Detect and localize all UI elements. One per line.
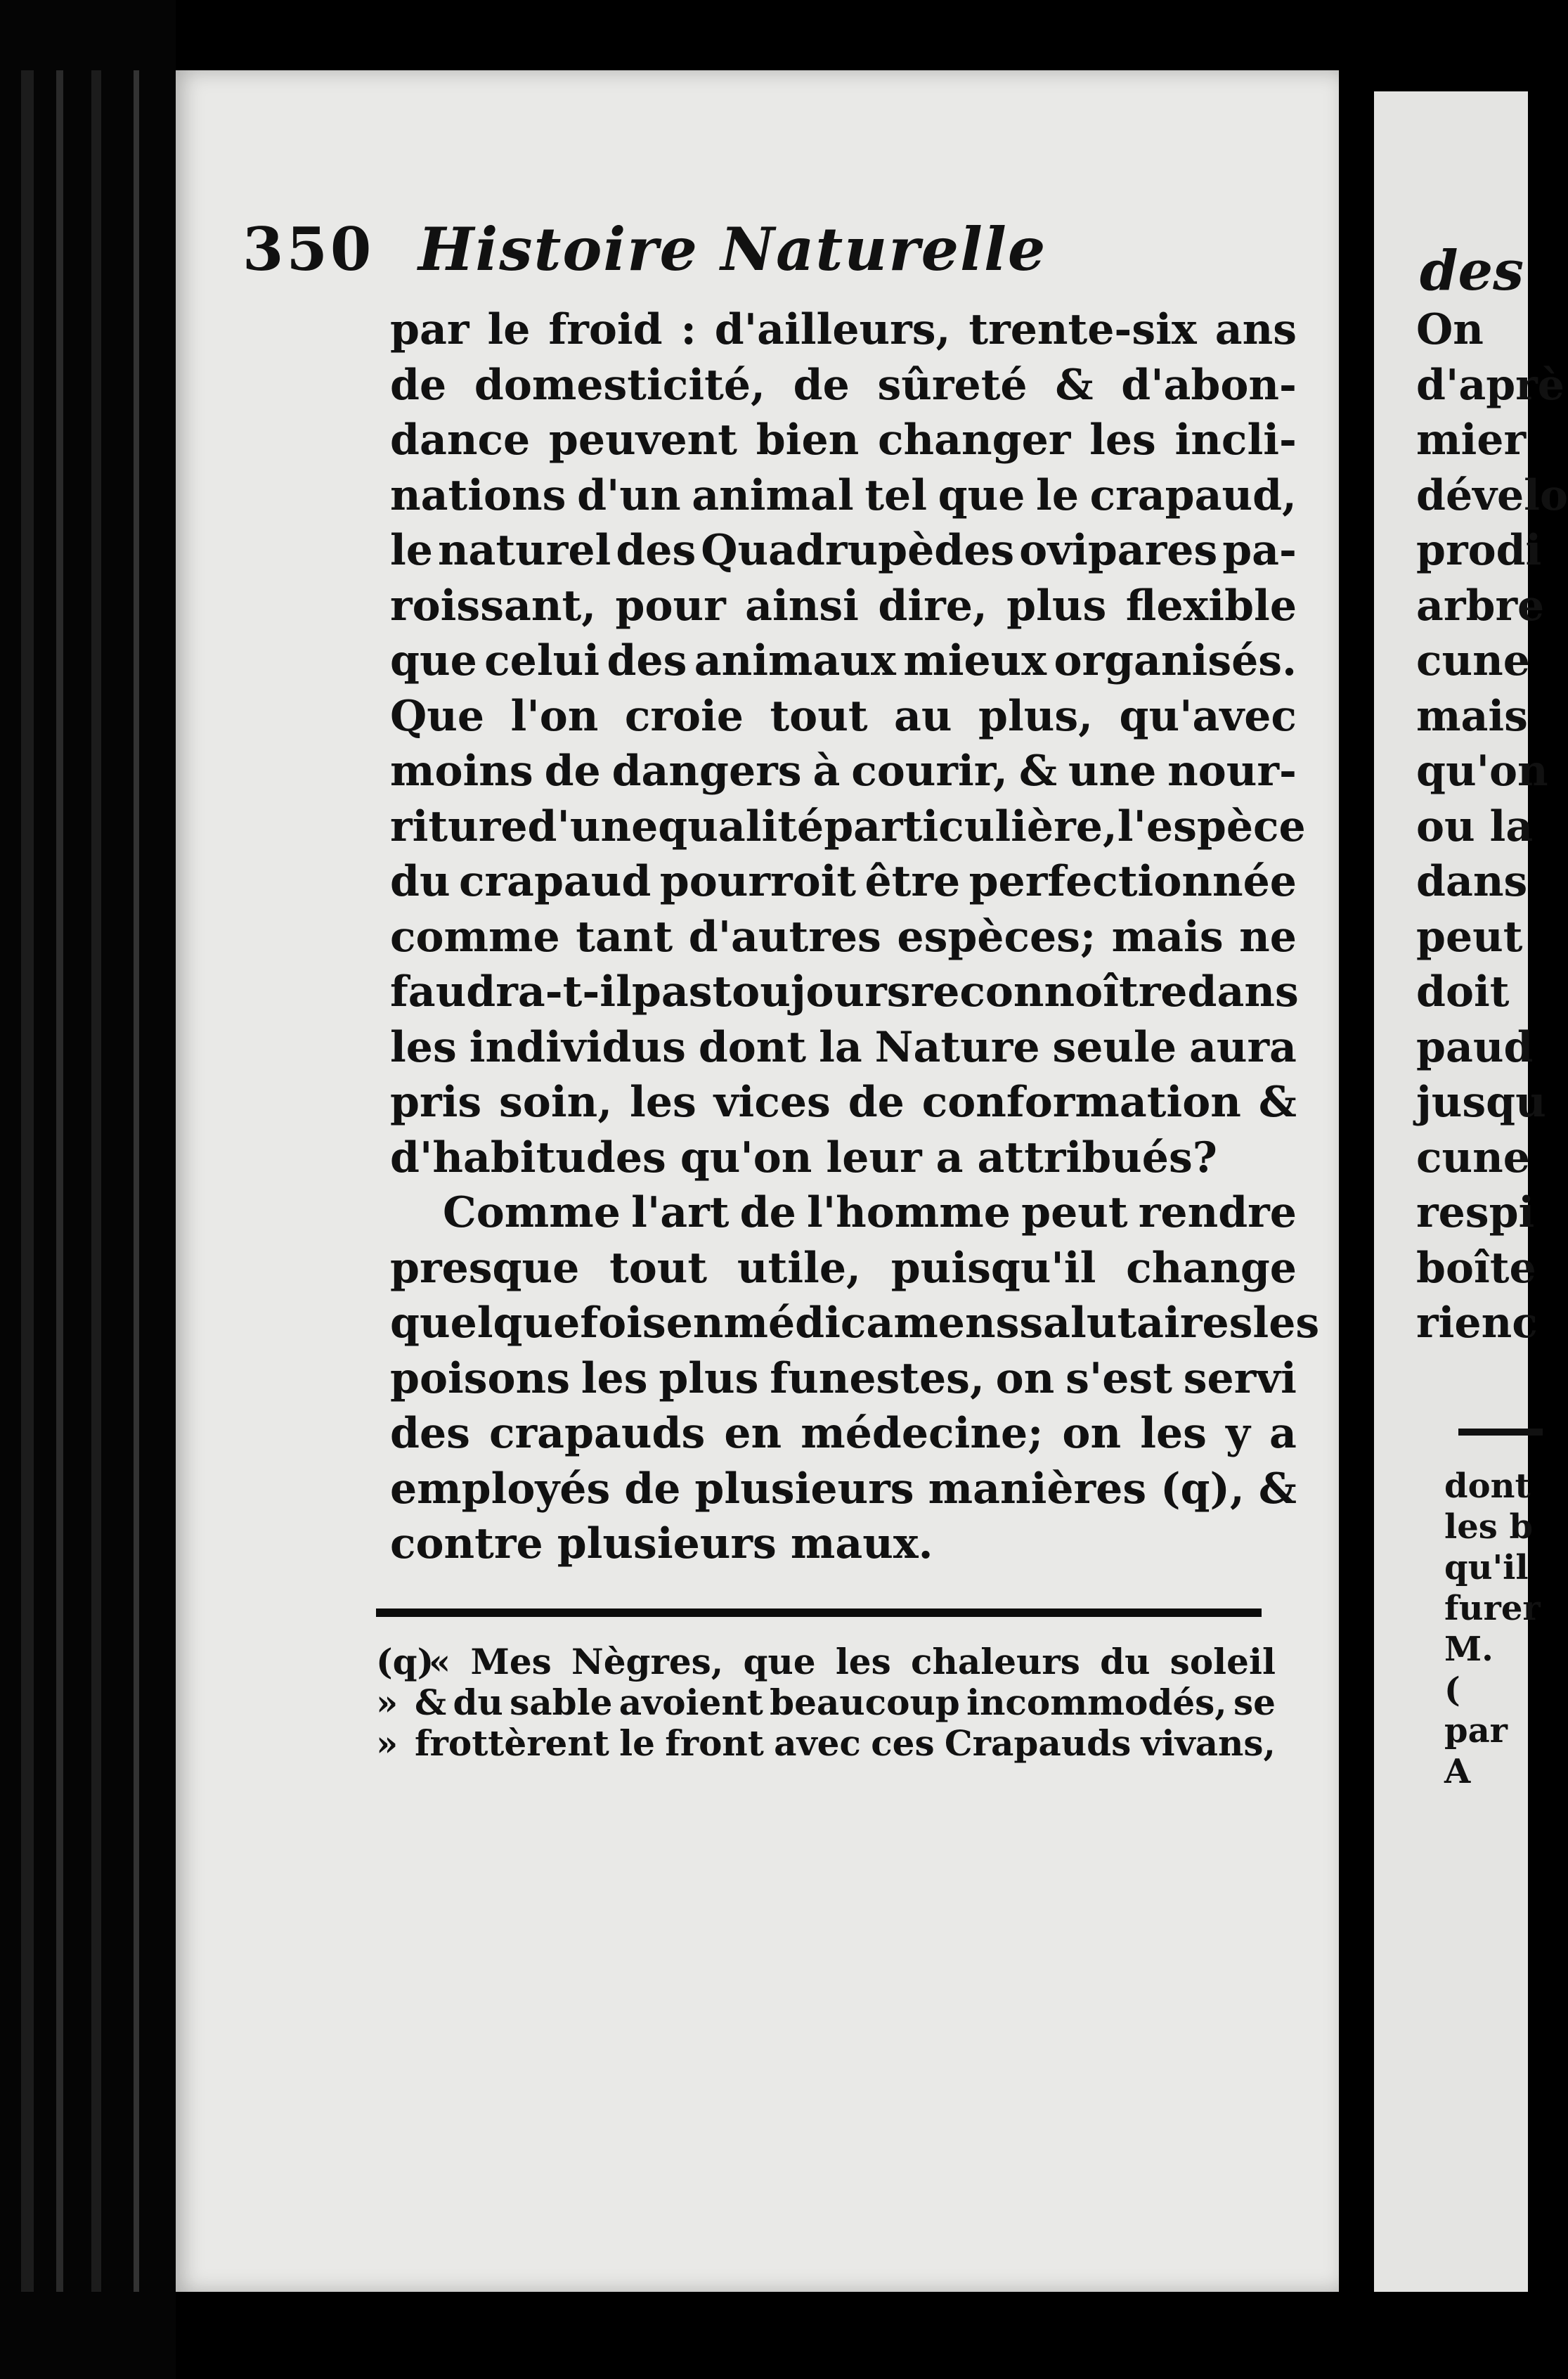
word: pas — [631, 967, 713, 1017]
word: d'ailleurs, — [714, 305, 951, 354]
facing-page-footnote-line: furer — [1444, 1589, 1541, 1628]
page-edge-strip — [21, 70, 34, 2292]
word: de — [739, 1188, 796, 1237]
text-line — [390, 1462, 1297, 1517]
word: se — [1233, 1682, 1276, 1723]
word: une — [1068, 747, 1157, 796]
word: dans — [1187, 967, 1299, 1017]
word: les — [390, 1022, 457, 1072]
facing-page-line: jusqu — [1416, 1078, 1546, 1127]
word: dire, — [878, 581, 987, 631]
word: animaux — [694, 636, 896, 685]
word: croie — [624, 691, 744, 741]
word: comme — [390, 912, 560, 962]
text-line — [390, 854, 1297, 910]
word: de — [624, 1464, 681, 1514]
facing-page-line: mier — [1416, 415, 1527, 465]
word: naturel — [437, 526, 611, 575]
word: Mes — [470, 1641, 552, 1682]
facing-page-footnote-rule — [1458, 1429, 1543, 1436]
word: de — [848, 1078, 905, 1127]
word: incommodés, — [966, 1682, 1227, 1723]
text-line — [390, 1185, 1297, 1241]
word: que — [743, 1641, 816, 1682]
word: attribués? — [977, 1133, 1217, 1182]
word: salutaires — [1019, 1298, 1253, 1348]
word: ces — [871, 1722, 935, 1764]
facing-page-footnote-line: ( — [1444, 1670, 1460, 1710]
text-line — [390, 633, 1297, 689]
word: d'une — [527, 801, 659, 851]
word: puisqu'il — [890, 1243, 1096, 1293]
word: l'homme — [807, 1188, 1011, 1237]
facing-page-line: cune — [1416, 1133, 1530, 1182]
facing-page-line: dans — [1416, 857, 1528, 906]
text-line — [390, 1296, 1320, 1351]
page-header — [242, 211, 1297, 295]
word: faudra-t-il — [390, 967, 632, 1017]
word: crapauds — [489, 1409, 706, 1458]
facing-page-footnote-line: M. — [1444, 1630, 1494, 1669]
word: rendre — [1138, 1188, 1297, 1237]
word: moins — [390, 747, 533, 796]
word: pa- — [1222, 526, 1297, 575]
word: & — [1258, 1078, 1297, 1127]
footnote-marker: » — [376, 1682, 399, 1723]
facing-page-footnote-line: les b — [1444, 1507, 1534, 1547]
facing-page-text — [1416, 302, 1568, 1351]
word: que — [390, 636, 477, 685]
word: a — [1269, 1409, 1297, 1458]
word: particulière, — [824, 801, 1117, 851]
word: & — [1018, 747, 1057, 796]
text-line — [390, 1351, 1297, 1407]
word: chaleurs — [911, 1641, 1080, 1682]
text-line — [390, 1020, 1297, 1076]
word: qualité — [658, 801, 824, 851]
footnote-text — [415, 1682, 1276, 1723]
word: qu'on — [680, 1133, 812, 1182]
facing-page-footnote-line: A — [1444, 1752, 1471, 1791]
text-line — [390, 1516, 1297, 1572]
word: change — [1126, 1243, 1297, 1293]
word: a — [935, 1133, 964, 1182]
word: mais — [1111, 912, 1224, 962]
word: perfectionnée — [968, 857, 1297, 906]
word: on — [995, 1353, 1055, 1403]
word: plus — [659, 1353, 759, 1403]
text-line — [390, 1241, 1297, 1296]
word: ne — [1239, 912, 1297, 962]
word: des — [390, 1409, 470, 1458]
word: l'espèce — [1117, 801, 1306, 851]
word: courir, — [851, 747, 1008, 796]
word: sûreté — [877, 360, 1028, 410]
word: tant — [576, 912, 673, 962]
text-line — [390, 413, 1297, 468]
footnote-text — [415, 1723, 1276, 1764]
footnote-marker: (q) — [376, 1641, 434, 1682]
word: vivans, — [1141, 1722, 1276, 1764]
word: & — [1055, 360, 1094, 410]
word: aura — [1188, 1022, 1297, 1072]
word: contre — [390, 1519, 543, 1568]
facing-page-line: qu'on — [1416, 747, 1548, 796]
text-line — [390, 579, 1297, 634]
word: pourroit — [659, 857, 857, 906]
text-line — [390, 965, 1297, 1020]
word: sable — [510, 1682, 613, 1723]
word: d'habitudes — [390, 1133, 666, 1182]
word: ans — [1214, 305, 1297, 354]
word: changer — [877, 415, 1071, 465]
facing-page-line: dévelo — [1416, 470, 1568, 520]
word: plusieurs — [557, 1519, 777, 1568]
word: tel — [864, 470, 928, 520]
word: individus — [469, 1022, 686, 1072]
word: la — [819, 1022, 862, 1072]
word: ovipares — [1019, 526, 1218, 575]
word: les — [581, 1353, 648, 1403]
word: du — [1100, 1641, 1151, 1682]
word: crapaud, — [1089, 470, 1297, 520]
word: être — [864, 857, 961, 906]
word: mieux — [903, 636, 1047, 685]
word: incli- — [1174, 415, 1297, 465]
text-line — [390, 302, 1297, 358]
word: front — [665, 1722, 764, 1764]
word: plus, — [978, 691, 1094, 741]
word: plus — [1006, 581, 1107, 631]
word: les — [1089, 415, 1156, 465]
word: du — [390, 857, 451, 906]
word: avoient — [618, 1682, 763, 1723]
word: & — [1258, 1464, 1297, 1514]
page-edge-strip — [56, 70, 63, 2292]
facing-page-footnotes — [1444, 1466, 1541, 1792]
word: : — [680, 305, 696, 354]
word: de — [544, 747, 601, 796]
word: les — [1140, 1409, 1207, 1458]
book-spine-edge — [0, 0, 176, 2379]
text-line — [390, 1075, 1297, 1130]
word: pour — [615, 581, 726, 631]
word: Que — [390, 691, 485, 741]
main-text — [390, 302, 1320, 1603]
facing-page-line: respi — [1416, 1188, 1535, 1237]
word: l'on — [510, 691, 599, 741]
word: manières — [928, 1464, 1147, 1514]
text-line — [390, 1406, 1297, 1462]
footnote-marker: » — [376, 1722, 399, 1764]
word: que — [938, 470, 1025, 520]
word: leur — [826, 1133, 922, 1182]
word: espèces; — [897, 912, 1096, 962]
text-line — [390, 910, 1297, 965]
word: le — [1036, 470, 1079, 520]
word: riture — [390, 801, 528, 851]
word: des — [607, 636, 687, 685]
word: d'un — [577, 470, 681, 520]
facing-page-line: mais — [1416, 691, 1528, 741]
word: d'abon- — [1121, 360, 1297, 410]
word: poisons — [390, 1353, 570, 1403]
word: en — [666, 1298, 724, 1348]
word: soin, — [499, 1078, 613, 1127]
word: soleil — [1169, 1641, 1276, 1682]
word: flexible — [1125, 581, 1297, 631]
word: servi — [1183, 1353, 1297, 1403]
facing-page-line: boîte — [1416, 1243, 1536, 1293]
page-edge-strip — [91, 70, 101, 2292]
facing-page-header: des — [1420, 239, 1524, 303]
word: celui — [484, 636, 600, 685]
word: avec — [774, 1722, 861, 1764]
word: frottèrent — [415, 1722, 609, 1764]
word: les — [1252, 1298, 1320, 1348]
word: conformation — [921, 1078, 1241, 1127]
word: « — [429, 1641, 451, 1682]
word: de — [390, 360, 447, 410]
running-title: Histoire Naturelle — [418, 214, 1047, 284]
word: s'est — [1065, 1353, 1172, 1403]
facing-page-footnote-line: qu'il — [1444, 1548, 1529, 1587]
footnote-line — [376, 1723, 1276, 1764]
word: crapaud — [458, 857, 652, 906]
word: dance — [390, 415, 531, 465]
facing-page-line: rienc — [1416, 1298, 1538, 1348]
word: (q), — [1160, 1464, 1245, 1514]
word: les — [630, 1078, 696, 1127]
word: quelquefois — [390, 1298, 666, 1348]
text-line — [390, 523, 1297, 579]
word: à — [812, 747, 841, 796]
word: ainsi — [745, 581, 859, 631]
word: beaucoup — [770, 1682, 960, 1723]
word: maux. — [790, 1519, 933, 1568]
facing-page-footnote-line: par — [1444, 1711, 1508, 1751]
word: pris — [390, 1078, 482, 1127]
word: seule — [1052, 1022, 1177, 1072]
facing-page-line: prodi — [1416, 526, 1542, 575]
footnote-line — [376, 1682, 1276, 1723]
word: utile, — [737, 1243, 861, 1293]
word: Nature — [874, 1022, 1040, 1072]
word: le — [487, 305, 531, 354]
word: froid — [548, 305, 663, 354]
word: du — [453, 1682, 503, 1723]
facing-page-line: cune — [1416, 636, 1530, 685]
facing-page-footnote-line: dont — [1444, 1466, 1531, 1506]
word: toujours — [712, 967, 911, 1017]
word: Comme — [443, 1188, 621, 1237]
word: animal — [692, 470, 854, 520]
footnotes — [376, 1642, 1276, 1764]
word: tout — [770, 691, 868, 741]
facing-page-line: doit — [1416, 967, 1510, 1017]
page-number: 350 — [242, 214, 375, 284]
word: funestes, — [770, 1353, 985, 1403]
word: de — [793, 360, 850, 410]
word: Nègres, — [571, 1641, 724, 1682]
footnote-line — [376, 1642, 1276, 1682]
word: roissant, — [390, 581, 597, 631]
facing-page-line: d'aprè — [1416, 360, 1564, 410]
word: presque — [390, 1243, 580, 1293]
word: domesticité, — [474, 360, 765, 410]
word: d'autres — [688, 912, 881, 962]
word: peut — [1021, 1188, 1128, 1237]
word: tout — [609, 1243, 708, 1293]
book-gutter — [1339, 70, 1374, 2292]
word: l'art — [631, 1188, 730, 1237]
word: dont — [698, 1022, 807, 1072]
word: organisés. — [1054, 636, 1297, 685]
word: nations — [390, 470, 566, 520]
text-line — [390, 1130, 1297, 1186]
word: médecine; — [801, 1409, 1044, 1458]
footnote-rule — [376, 1608, 1262, 1617]
word: plusieurs — [694, 1464, 914, 1514]
word: le — [390, 526, 433, 575]
word: peuvent — [548, 415, 737, 465]
word: le — [619, 1722, 655, 1764]
footnote-text — [415, 1642, 1276, 1682]
word: trente-six — [968, 305, 1197, 354]
word: nour- — [1167, 747, 1297, 796]
facing-page-line: arbre — [1416, 581, 1545, 631]
facing-page-line: On — [1416, 305, 1484, 354]
text-line — [390, 744, 1297, 799]
word: en — [724, 1409, 782, 1458]
page-edge-strip — [134, 70, 139, 2292]
word: employés — [390, 1464, 611, 1514]
word: bien — [756, 415, 860, 465]
text-line — [390, 689, 1297, 744]
word: Quadrupèdes — [701, 526, 1015, 575]
text-line — [390, 358, 1297, 413]
word: des — [616, 526, 696, 575]
word: les — [835, 1641, 891, 1682]
facing-page — [1374, 91, 1568, 2292]
word: vices — [713, 1078, 831, 1127]
facing-page-line: paud — [1416, 1022, 1534, 1072]
word: reconnoître — [910, 967, 1188, 1017]
word: médicamens — [723, 1298, 1020, 1348]
word: y — [1226, 1409, 1250, 1458]
word: qu'avec — [1119, 691, 1297, 741]
word: au — [894, 691, 952, 741]
word: dangers — [611, 747, 802, 796]
facing-page-line: ou la — [1416, 801, 1534, 851]
word: on — [1062, 1409, 1122, 1458]
word: & — [415, 1682, 447, 1723]
word: par — [390, 305, 469, 354]
word: Crapauds — [944, 1722, 1132, 1764]
text-line — [390, 468, 1297, 524]
text-line — [390, 799, 1306, 855]
facing-page-line: peut — [1416, 912, 1523, 962]
